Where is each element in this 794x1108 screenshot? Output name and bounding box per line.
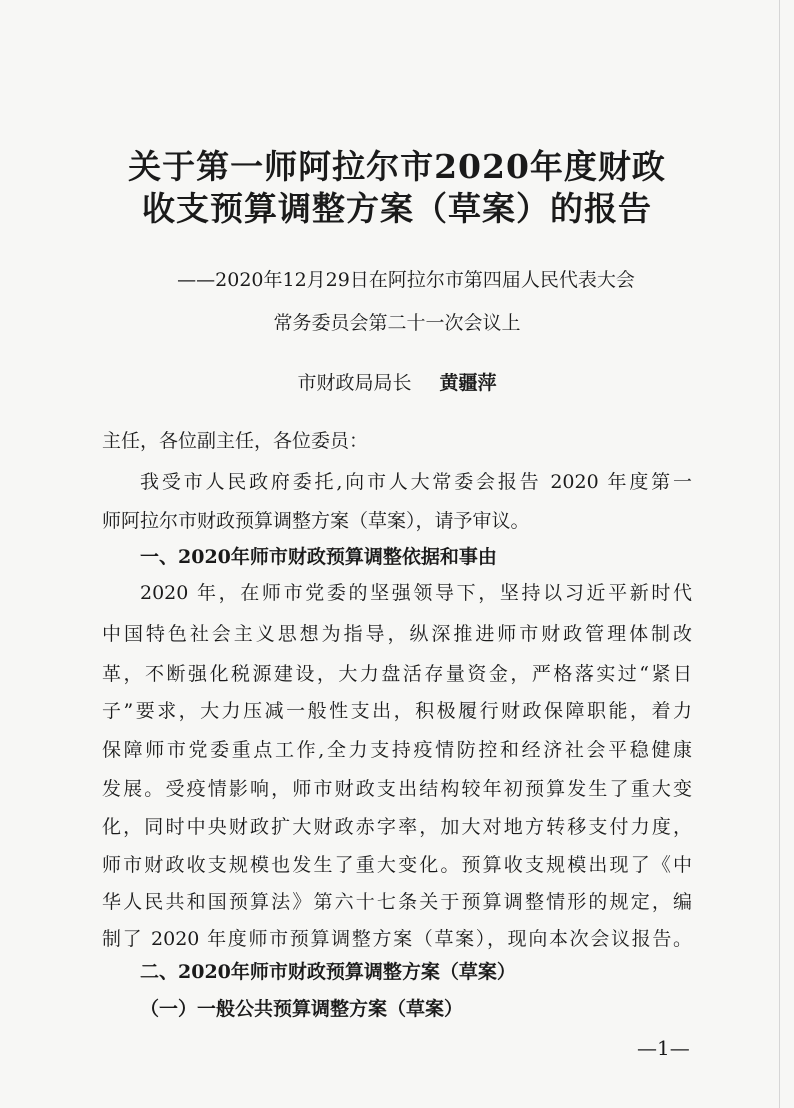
paragraph-line: 2020 年，在师市党委的坚强领导下，坚持以习近平新时代 <box>140 582 692 604</box>
paragraph-line: 制了 2020 年度师市预算调整方案（草案），现向本次会议报告。 <box>102 928 692 950</box>
subsection-heading-1: （一）一般公共预算调整方案（草案） <box>140 998 464 1020</box>
section-heading-1: 一、2020年师市财政预算调整依据和事由 <box>140 546 497 568</box>
section-heading-2: 二、2020年师市财政预算调整方案（草案） <box>140 961 516 983</box>
paragraph-line: 革，不断强化税源建设，大力盘活存量资金，严格落实过“紧日 <box>102 663 692 685</box>
intro-line: 师阿拉尔市财政预算调整方案（草案），请予审议。 <box>102 510 530 532</box>
author-line <box>0 368 794 395</box>
paragraph-line: 中国特色社会主义思想为指导，纵深推进师市财政管理体制改 <box>102 623 692 645</box>
page-number: —1— <box>637 1036 690 1060</box>
paragraph-line: 师市财政收支规模也发生了重大变化。预算收支规模出现了《中 <box>102 854 692 876</box>
paragraph-line: 发展。受疫情影响，师市财政支出结构较年初预算发生了重大变 <box>102 778 692 800</box>
author-name: 黄疆萍 <box>439 372 497 394</box>
report-title-line-1: 关于第一师阿拉尔市2020年度财政 <box>128 147 666 186</box>
paragraph-line: 化，同时中央财政扩大财政赤字率，加大对地方转移支付力度， <box>102 816 692 838</box>
intro-line: 我受市人民政府委托,向市人大常委会报告 2020 年度第一 <box>140 471 692 493</box>
meeting-subtitle-line-2: 常务委员会第二十一次会议上 <box>273 312 521 334</box>
paragraph-line: 华人民共和国预算法》第六十七条关于预算调整情形的规定，编 <box>102 891 692 913</box>
paragraph-line: 子”要求，大力压减一般性支出，积极履行财政保障职能，着力 <box>102 700 692 722</box>
paragraph-line: 保障师市党委重点工作,全力支持疫情防控和经济社会平稳健康 <box>102 739 692 761</box>
report-title-line-2: 收支预算调整方案（草案）的报告 <box>142 189 652 228</box>
salutation: 主任，各位副主任，各位委员： <box>102 430 369 452</box>
meeting-subtitle-line-1: ——2020年12月29日在阿拉尔市第四届人民代表大会 <box>177 269 635 291</box>
author-role: 市财政局局长 <box>297 372 412 394</box>
